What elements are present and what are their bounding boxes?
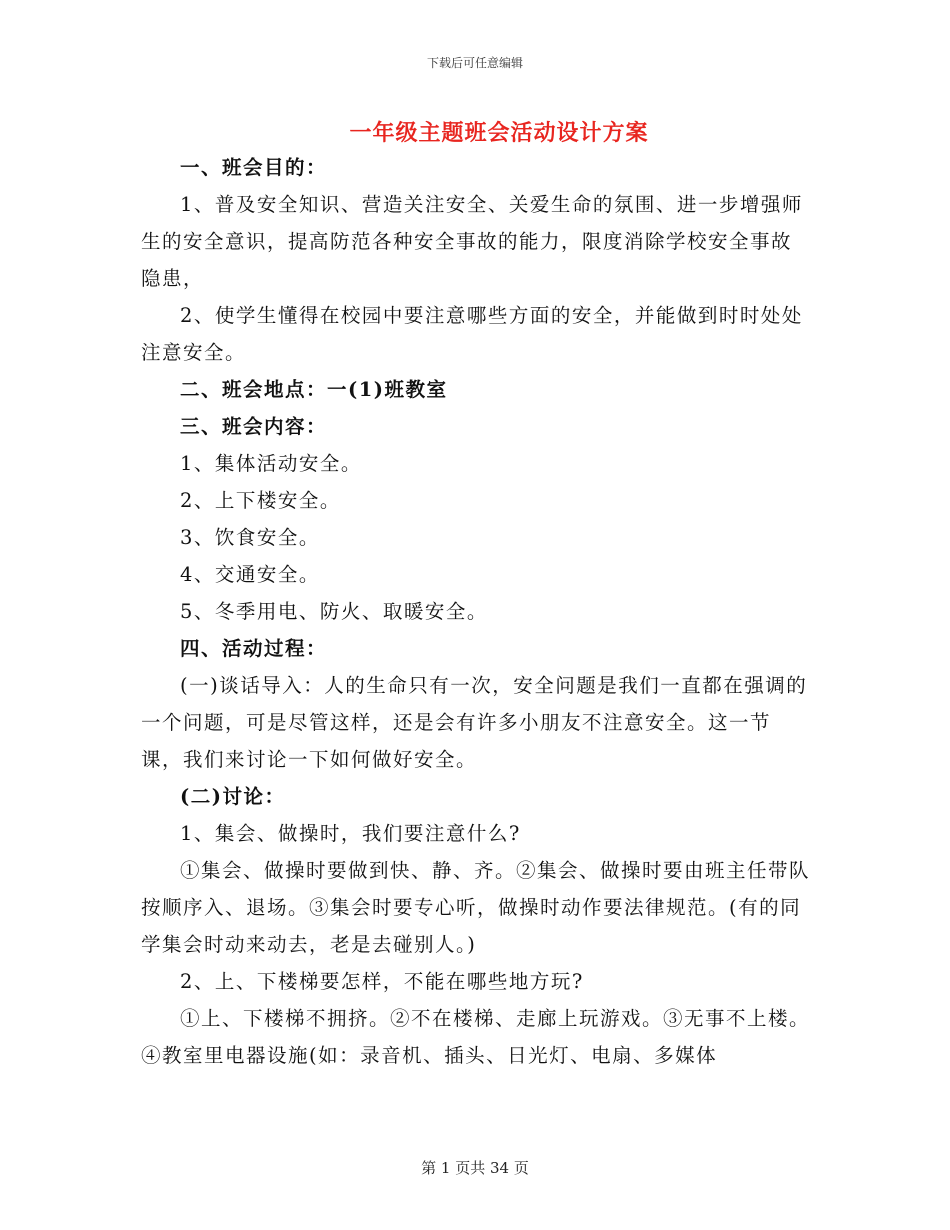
page-number-footer: 第 1 页共 34 页 <box>421 1159 529 1177</box>
list-item: 1、集体活动安全。 <box>180 452 362 475</box>
document-title: 一年级主题班会活动设计方案 <box>349 120 649 146</box>
paragraph: 1、普及安全知识、营造关注安全、关爱生命的氛围、进一步增强师生的安全意识，提高防范各种安全事故的能力，限度消除学校安全事故隐患， <box>141 193 803 290</box>
paragraph: ①集会、做操时要做到快、静、齐。②集会、做操时要由班主任带队按顺序入、退场。③集会时要专心听，做操时动作要法律规范。(有的同学集会时动来动去，老是去碰别人。) <box>141 859 811 956</box>
section-heading-process: 四、活动过程： <box>180 637 328 660</box>
paragraph: ①上、下楼梯不拥挤。②不在楼梯、走廊上玩游戏。③无事不上楼。④教室里电器设施(如：录音机、插头、日光灯、电扇、多媒体 <box>141 1007 811 1067</box>
section-heading-content: 三、班会内容： <box>180 415 328 438</box>
section-heading-location: 二、班会地点：一(1)班教室 <box>180 378 448 401</box>
section-heading-purpose: 一、班会目的： <box>180 156 328 179</box>
list-item: 3、饮食安全。 <box>180 526 320 549</box>
list-item: 4、交通安全。 <box>180 563 320 586</box>
subsection-heading-discussion: (二)讨论： <box>180 785 286 808</box>
list-item: 5、冬季用电、防火、取暖安全。 <box>180 600 488 623</box>
header-note: 下载后可任意编辑 <box>426 56 523 70</box>
list-item: 2、上下楼安全。 <box>180 489 341 512</box>
paragraph: (一)谈话导入：人的生命只有一次，安全问题是我们一直都在强调的一个问题，可是尽管这样，还是会有许多小朋友不注意安全。这一节课，我们来讨论一下如何做好安全。 <box>141 674 808 771</box>
paragraph: 2、使学生懂得在校园中要注意哪些方面的安全，并能做到时时处处注意安全。 <box>141 304 803 364</box>
document-body <box>141 149 811 1074</box>
paragraph: 1、集会、做操时，我们要注意什么? <box>180 822 521 845</box>
paragraph: 2、上、下楼梯要怎样，不能在哪些地方玩? <box>180 970 584 993</box>
